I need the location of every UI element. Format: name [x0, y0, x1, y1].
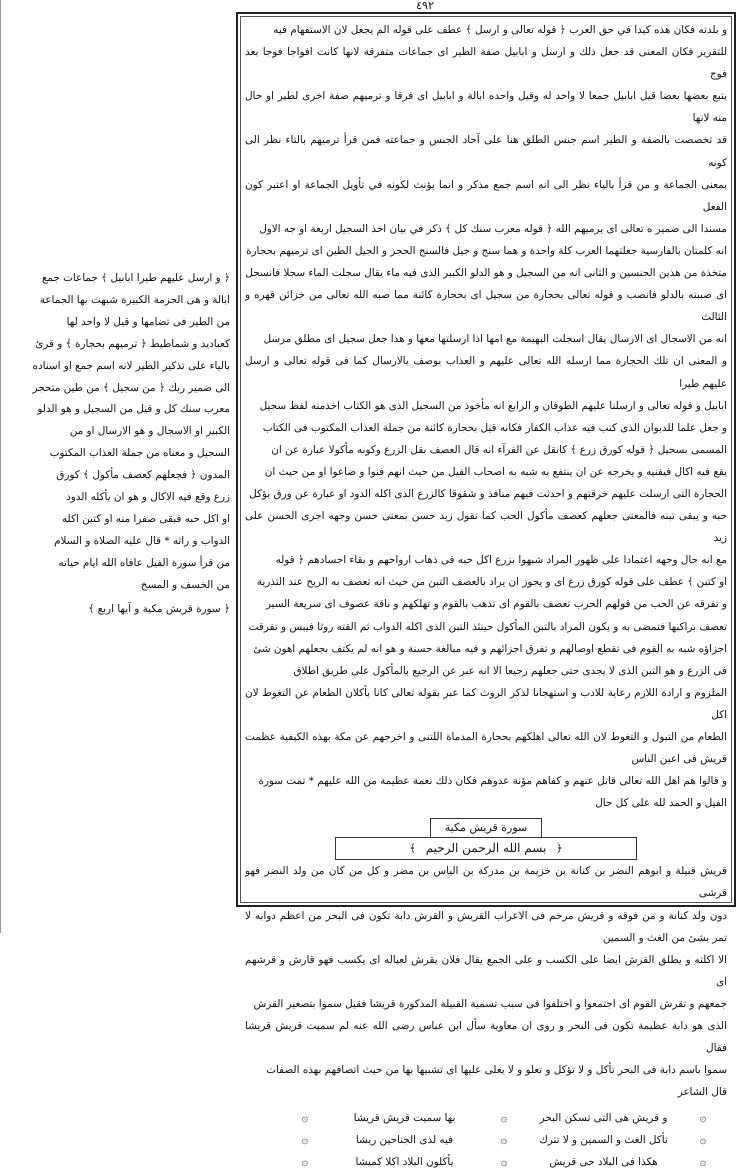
- verse-second-hemistich: بها سميت قريش قريشا: [353, 1112, 456, 1125]
- margin-line: الى ضمير ربك ﴿ من سجيل ﴾ من طين متحجر: [32, 381, 230, 394]
- poem: [245, 1107, 727, 1173]
- margin-line: السجيل و معناه من جملة العذاب المكتوب: [49, 447, 230, 460]
- sura-title: سورة قريش مكية: [430, 818, 543, 837]
- text-line: للتقرير فكان المعنى قد جعل ذلك و ارسل و ابابيل صفة الطير اى جماعات متفرقة لانها كانت افواجا فوجا بعد فوج: [245, 46, 727, 81]
- text-line: مع انه حال وجهه اعتمادا على ظهور المراد شبهوا بزرع اكل حبه فى ذهاب ارواحهم و بقاء اجسادهم ﴿ قوله: [275, 554, 727, 567]
- text-line: فى الزرع و هو التبن الذى لا يجدى حتى جعلهم رجيعا الا انه عبر عن الرجيع بالمأكول على طريق اطلاق: [293, 664, 727, 677]
- verse-first-hemistich: و قريش هى التى تسكن البحر: [539, 1112, 668, 1125]
- verse-ornament-icon: ۞: [699, 1155, 707, 1169]
- ornament-right: ﴿: [556, 842, 563, 856]
- verse-ornament-icon: ۞: [500, 1133, 508, 1147]
- main-text: [245, 19, 727, 1169]
- verse-ornament-icon: ۞: [699, 1133, 707, 1147]
- text-line: الا اكلته و يطلق القرش ايضا على الكسب و على الجمع يقال فلان يقرش لعياله اى يكسب فهو قارش و قرشهم اى: [245, 953, 727, 988]
- verse-second-hemistich: يأكلون البلاد اكلا كميشا: [355, 1156, 454, 1169]
- margin-line: ابالة و هى الحزمة الكبيرة شبهت بها الجماعة: [39, 293, 230, 306]
- verse-ornament-icon: ۞: [301, 1133, 309, 1147]
- verse-second-hemistich: فيه لذى الجناحين ريشا: [355, 1134, 454, 1147]
- text-line: المسمى بسجيل ﴿ قوله كورق زرع ﴾ كانقل عن الفرآء انه قال العصف بقل الزرع وكونه مأكولا عبارة عن ان: [271, 443, 727, 456]
- text-line: يتبع بعضها بعضا قيل ابابيل جمعا لا واحد له وقيل واحده ابالة و ابابيل اى فرقا و ترميهم صفة اخرى لطير او حال منه لانها: [245, 90, 727, 125]
- text-line: دون ولد كنانة و من فوقه و قريش مرخم فى الاعراب القريش و القرش دابة تكون فى البحر من اعظم دوابه لا تمر بشئ من الغث و السمين: [245, 909, 727, 944]
- text-line: سموا باسم دابة فى البحر تأكل و لا تؤكل و تعلو و لا يعلى عليها اى تشبيها بها من حيث اتصافهم بهذه الصفات: [266, 1064, 727, 1077]
- margin-line: الدواب و راثه * قال عليه الصلاة و السلام: [54, 534, 230, 547]
- margin-line: الكبير او الاسجال و هو الارسال او من: [69, 425, 230, 438]
- verse-first-hemistich: هكذا فى البلاد حى قريش: [549, 1156, 658, 1169]
- margin-line: معرب سنك كل و قيل من السجيل و هو الدلو: [37, 403, 230, 416]
- binding-edge: [0, 0, 1, 933]
- verse-first-hemistich: تأكل الغث و السمين و لا تترك: [539, 1134, 668, 1147]
- text-line: متخذة من هذين الجنسين و الثانى انه من السجيل و هو الدلو الكبير الذى فيه ماء يقال سجلت الماء سجلا فانسجل: [245, 267, 727, 280]
- text-line: قد تخصصت بالصفة و الطير اسم جنس الطلق هنا على آحاد الجنس و جماعته فمن قرأ ترميهم بالتاء نظر الى كونه: [245, 134, 727, 169]
- text-line: و بلدته فكان هذه كيدا في حق العرب ﴿ قوله تعالى و ارسل ﴾ عطف على قوله الم يجعل لان الاستفهام فيه: [273, 24, 727, 36]
- margin-sura-heading: ﴿ سورة قريش مكية و آيها اربع ﴾: [88, 602, 230, 615]
- text-line: قال الشاعر: [677, 1086, 727, 1099]
- text-line: انه من الاسجال اى الارسال يقال اسجلت البهيمة مع امها اذا ارسلتها معها و هذا جعل سجيل اى مطلق مرسل: [263, 333, 727, 346]
- page-number: ٤٩٢: [416, 0, 434, 12]
- basmala: بسم الله الرحمن الرحيم: [425, 841, 547, 856]
- sura-commentary: [245, 860, 727, 1103]
- verse-ornament-icon: ۞: [699, 1111, 707, 1125]
- margin-commentary: [6, 268, 230, 621]
- commentary-body: [245, 19, 727, 814]
- text-line: بمعنى الجماعة و من قرأ بالياء نظر الى انه اسم جمع مذكر و انما يؤنث لكونه في تأويل الجماعة او اعتبر كون الفعل: [245, 178, 727, 213]
- text-line: انه كلمتان بالفارسية جعلتهما العرب كلة واحدة و هما سنج و جيل فالسنج الحجر و الجيل الطين اى ترميهم بحجارة: [246, 244, 727, 257]
- text-line: قريش قبيلة و ابوهم النضر بن كنانة بن خزيمة بن مدركة بن الياس بن مضر و كل من كان من ولد النضر فهو قرشى: [245, 865, 727, 900]
- text-line: اى صببته بالدلو فانصب و قوله تعالى بحجارة من سجيل اى بحجارة كائنة مما صبه الله تعالى من خزائن قهره و الثالث: [245, 289, 727, 324]
- sura-header: [245, 818, 727, 860]
- verse-ornament-icon: ۞: [500, 1111, 508, 1125]
- margin-line: زرع وقع فيه الاكال و هو ان يأكله الدود: [66, 491, 230, 504]
- margin-line: من الخسف و المسخ: [140, 578, 230, 591]
- ornament-left: ﴾: [409, 842, 416, 856]
- text-line: او كتبن ﴾ عطف على قوله كورق زرع اى و يجوز ان يراد بالعصف التبن من حيث انه تعصف به الريح عند التذرية: [256, 576, 727, 589]
- text-line: الحجارة التى ارسلت عليهم خرقتهم و احدثت فيهم منافذ و شقوقا كالزرع الذى اكله الدود او عبارة عن ورق يؤكل: [249, 487, 727, 500]
- verse-ornament-icon: ۞: [301, 1155, 309, 1169]
- margin-line: بالياء على تذكير الطير لانه اسم جمع او اسناده: [32, 359, 230, 372]
- margin-line: كعباديد و شماطيط ﴿ ترميهم بحجارة ﴾ و قرئ: [35, 337, 230, 350]
- margin-line: ﴿ و ارسل عليهم طيرا ابابيل ﴾ جماعات جمع: [41, 272, 230, 284]
- text-line: و جعل علما للديوان الذى كتب فيه عذاب الكفار فكانه قيل بحجارة كائنة من جملة العذاب المكتوب فى الكتاب: [262, 421, 727, 434]
- margin-line: او اكل حبه فبقى صفرا منه او كتبن اكله: [61, 512, 230, 525]
- margin-line: من قرأ سورة الفيل عافاه الله ايام حياته: [58, 556, 230, 569]
- margin-text: [6, 268, 230, 597]
- text-line: الطعام من التبول و التغوط لان الله تعالى اهلكهم بحجارة المدماة اللتنى و اخرجهم عن مكة بهذه الكيفية عظمت قريش فى اعين الناس: [245, 731, 727, 766]
- text-line: الملزوم و ارادة اللازم رعاية للادب و استهجانا لذكر الروث كما عبر بقوله تعالى كانا يأكلان الطعام عن التغوط لان اكل: [245, 686, 727, 721]
- poem-verse: [245, 1151, 727, 1173]
- basmala-box: [335, 837, 637, 860]
- text-line: جمعهم و تقرش القوم اى اجتمعوا و اختلفوا فى سبب تسمية القبيلة المذكورة قريشا فقيل سموا بتصغير القرش: [253, 997, 727, 1010]
- poem-verse: [245, 1107, 727, 1129]
- margin-line: من الطير فى تضامها و قيل لا واحد لها: [66, 315, 230, 328]
- verse-ornament-icon: ۞: [301, 1111, 309, 1125]
- text-line: تعصف براكبها فتمضى به و يكون المراد بالتبن المأكول حينئذ التبن الذى اكله الدواب ثم القته روثا فيبس و تفرقت: [248, 620, 727, 633]
- margin-line: المدون ﴿ فجعلهم كعصف مأكول ﴾ كورق: [56, 469, 230, 482]
- text-line: يقع فيه اكال فيفنيه و يخرجه عن ان ينتفع به شبه به اصحاب الفيل من حيث انهم فنوا و ضاعوا او من حيث ان: [264, 465, 727, 478]
- text-line: و قالوا هم اهل الله تعالى قاتل عنهم و كفاهم مؤنة عدوهم فكان ذلك نعمة عظيمة من الله عليهم * تمت سورة: [258, 775, 727, 788]
- text-line: و المعنى ان تلك الحجارة مما ارسله الله تعالى عليهم و العذاب يوصف بالارسال كما فى قوله تعالى و ارسل عليهم طيرا: [245, 355, 727, 390]
- text-line: مسندا الى ضمير ه تعالى اى يرميهم الله ﴿ قوله معرب سنك كل ﴾ ذكر في بيان اخذ السجيل اربعة او جه الاول: [259, 222, 727, 235]
- text-line: و تفرقه عن الحب من قولهم الحرب تعصف بالقوم اى تذهب بالقوم و تهلكهم و ناقة عصوف اى سريعة السير: [265, 598, 727, 611]
- poem-verse: [245, 1129, 727, 1151]
- verse-ornament-icon: ۞: [500, 1155, 508, 1169]
- text-line: الذى هو دابة عظيمة تكون فى البحر و روى ان معاوية سأل ابن عباس رضى الله عنه لم سميت قريش قريشا فقال: [245, 1020, 727, 1055]
- text-line: الفيل و الحمد لله على كل حال: [595, 797, 727, 810]
- main-text-frame: [236, 12, 736, 1169]
- text-line: حبه و يبقى تبنه فالمعنى جعلهم كعصف مأكول الحب كما تقول زيد حسن بمعنى حسن وجهه اجرى الحسن على زيد: [245, 510, 727, 545]
- text-line: ابابيل و قوله تعالى و ارسلنا عليهم الطوفان و الرابع انه مأخوذ من السجيل الذى هو الكتاب اخذمنه لفظ سجيل: [259, 399, 727, 412]
- text-line: اجزاؤه شبه به القوم فى تقطع اوصالهم و تفرق اجزائهم و فيه مبالغة حسنة و هو انه لم يكتف بجعلهم اهون شئ: [253, 642, 727, 655]
